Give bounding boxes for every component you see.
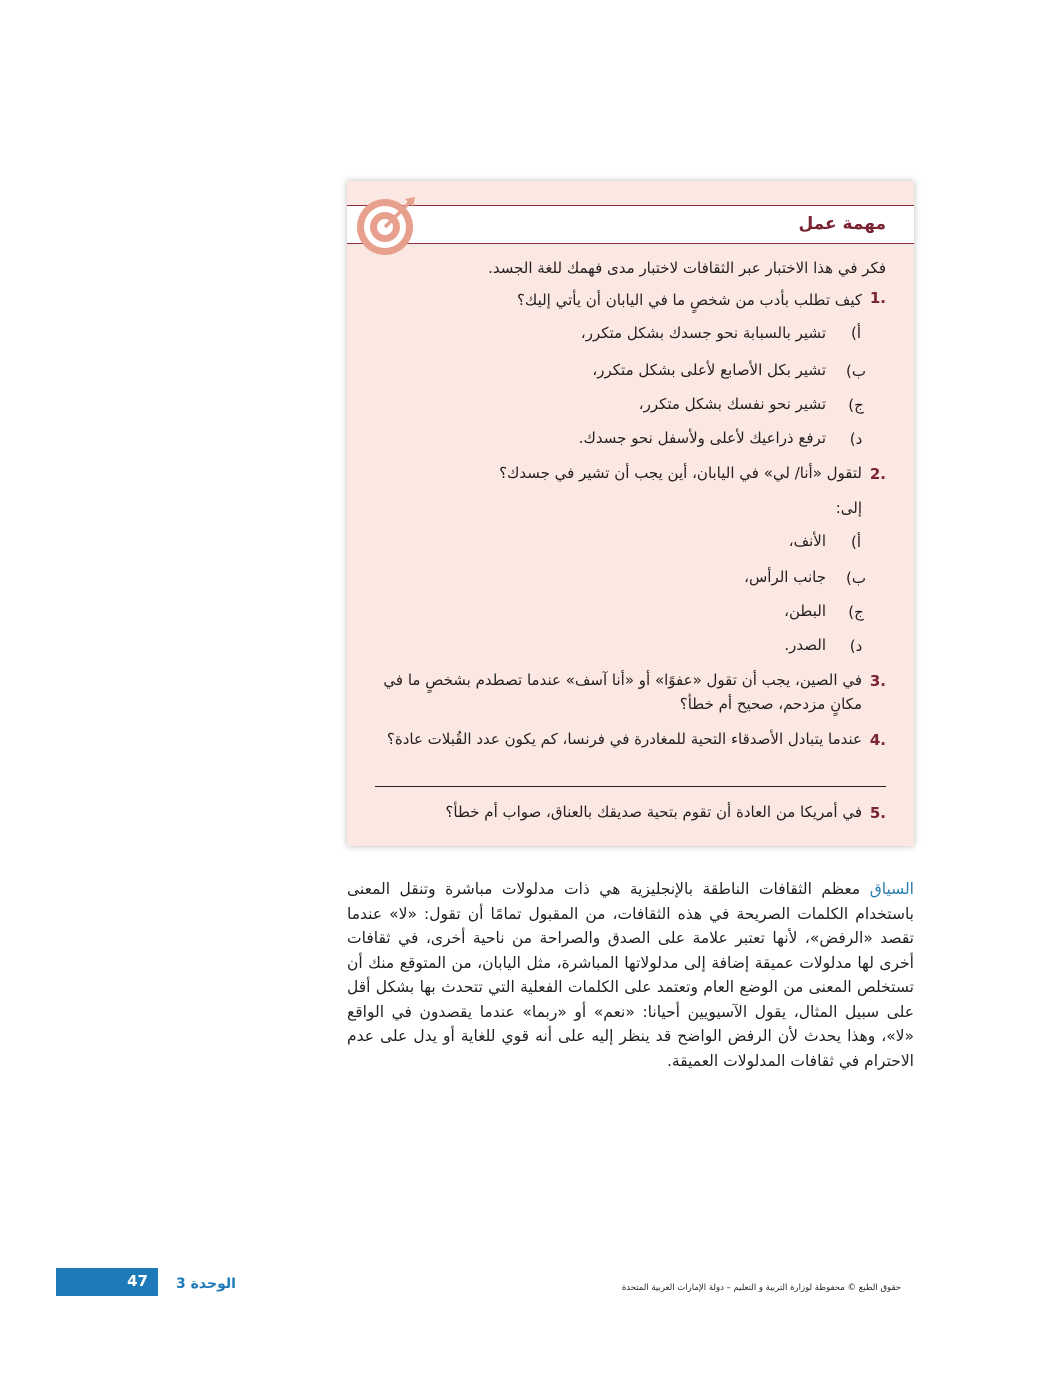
question-number: 4. <box>869 731 886 749</box>
option-letter: د) <box>849 430 863 448</box>
option-text: ترفع ذراعيك لأعلى ولأسفل نحو جسدك. <box>578 429 826 447</box>
question-text-line1: في الصين، يجب أن تقول «عفوًا» أو «أنا آسف» عندما تصطدم بشخصٍ ما في <box>383 671 862 689</box>
option-letter: ج) <box>848 396 864 414</box>
question-number: 1. <box>869 289 886 307</box>
question-text: في أمريكا من العادة أن تقوم بتحية صديقك بالعناق، صواب أم خطأ؟ <box>445 803 862 821</box>
question-lead: إلى: <box>835 499 862 517</box>
context-body: معظم الثقافات الناطقة بالإنجليزية هي ذات مدلولات مباشرة وتنقل المعنى باستخدام الكلمات الصريحة في هذه الثقافات، من المقبول تمامًا أن تقول: «لا» عندما تقصد «الرفض»، لأنها تعتبر علامة على الصدق والصراحة من ناحية أخرى، في ثقافات أخرى لها مدلولات عميقة إضافة إلى مدلولاتها المباشرة، مثل اليابان، من المتوقع منك أن تستخلص المعنى من الوضع العام وتعتمد على الكلمات الفعلية التي تتحدث بها بشكل أقل على سبيل المثال، يقول الآسيويين أحيانا: «نعم» أو «ربما» عندما يقصدون في الواقع «لا»، وهذا يحدث لأن الرفض الواضح قد ينظر إليه على أنه قوي للغاية أو يدل على عدم الاحترام في ثقافات المدلولات العميقة. <box>347 880 914 1070</box>
option-text: تشير بالسبابة نحو جسدك بشكل متكرر، <box>580 324 826 342</box>
unit-label: الوحدة 3 <box>176 1276 236 1292</box>
work-task-box <box>347 181 914 846</box>
option-text: جانب الرأس، <box>744 568 826 586</box>
option-text: الصدر. <box>784 636 826 654</box>
option-text: البطن، <box>784 602 826 620</box>
answer-line <box>375 786 886 787</box>
option-letter: ب) <box>846 362 866 380</box>
option-letter: ب) <box>846 569 866 587</box>
option-text: الأنف، <box>788 532 826 550</box>
question-number: 2. <box>869 465 886 483</box>
option-letter: ج) <box>848 603 864 621</box>
option-letter: د) <box>849 637 863 655</box>
task-title-bar <box>347 205 914 244</box>
question-text: عندما يتبادل الأصدقاء التحية للمغادرة في فرنسا، كم يكون عدد القُبلات عادة؟ <box>386 730 862 748</box>
option-letter: أ) <box>850 533 862 551</box>
task-title: مهمة عمل <box>798 214 886 234</box>
question-text: كيف تطلب بأدب من شخصٍ ما في اليابان أن يأتي إليك؟ <box>516 291 862 309</box>
page-number: 47 <box>127 1272 148 1290</box>
question-text: لتقول «أنا/ لي» في اليابان، أين يجب أن تشير في جسدك؟ <box>499 464 862 482</box>
page-number-bar <box>56 1268 158 1296</box>
target-arrow-icon <box>355 195 419 259</box>
context-lead: السياق <box>869 880 914 898</box>
option-letter: أ) <box>850 324 862 342</box>
question-number: 3. <box>869 672 886 690</box>
context-paragraph <box>347 877 914 1073</box>
question-number: 5. <box>869 804 886 822</box>
option-text: تشير نحو نفسك بشكل متكرر، <box>638 395 826 413</box>
question-text-line2: مكانٍ مزدحم، صحيح أم خطأ؟ <box>679 695 862 713</box>
copyright-notice: حقوق الطبع © محفوظة لوزارة التربية و التعليم – دولة الإمارات العربية المتحدة <box>621 1283 901 1293</box>
option-text: تشير بكل الأصابع لأعلى بشكل متكرر، <box>592 361 826 379</box>
task-intro: فكر في هذا الاختبار عبر الثقافات لاختبار مدى فهمك للغة الجسد. <box>488 259 886 277</box>
